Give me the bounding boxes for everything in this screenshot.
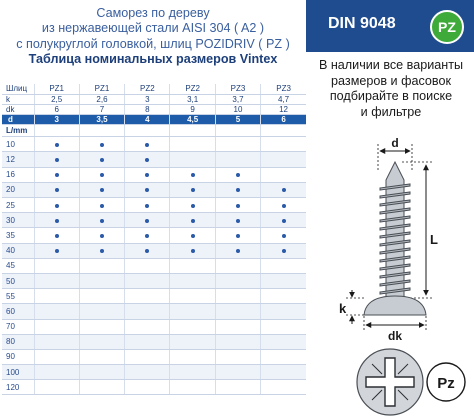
dk-dimension <box>364 316 426 343</box>
availability-cell <box>261 152 306 167</box>
available-dot-icon <box>236 234 240 238</box>
availability-cell <box>215 182 260 197</box>
spec-cell: 2,5 <box>34 94 79 104</box>
availability-cell <box>79 243 124 258</box>
length-row <box>2 243 306 258</box>
availability-cell <box>261 137 306 152</box>
availability-cell <box>125 289 170 304</box>
available-dot-icon <box>145 219 149 223</box>
length-row <box>2 380 306 395</box>
length-row <box>2 137 306 152</box>
available-dot-icon <box>145 158 149 162</box>
availability-cell <box>261 334 306 349</box>
availability-cell <box>79 319 124 334</box>
availability-cell <box>215 152 260 167</box>
availability-cell <box>261 228 306 243</box>
availability-cell <box>261 273 306 288</box>
availability-cell <box>125 273 170 288</box>
availability-cell <box>79 334 124 349</box>
length-value: 80 <box>2 334 34 349</box>
availability-cell <box>34 273 79 288</box>
length-value: 55 <box>2 289 34 304</box>
availability-cell <box>34 167 79 182</box>
title-line: Саморез по дереву <box>96 6 210 20</box>
spec-row <box>2 104 306 114</box>
diameter-cell: 5 <box>215 115 260 125</box>
availability-cell <box>125 198 170 213</box>
length-row <box>2 228 306 243</box>
availability-cell <box>261 243 306 258</box>
length-value: 70 <box>2 319 34 334</box>
length-row <box>2 198 306 213</box>
available-dot-icon <box>55 234 59 238</box>
available-dot-icon <box>55 249 59 253</box>
availability-cell <box>261 349 306 364</box>
availability-cell <box>170 319 215 334</box>
empty-cell <box>79 125 124 137</box>
availability-cell <box>170 213 215 228</box>
availability-cell <box>170 167 215 182</box>
available-dot-icon <box>191 249 195 253</box>
available-dot-icon <box>145 188 149 192</box>
availability-cell <box>125 304 170 319</box>
available-dot-icon <box>145 204 149 208</box>
empty-cell <box>170 125 215 137</box>
availability-cell <box>215 319 260 334</box>
availability-cell <box>34 334 79 349</box>
spec-cell: PZ1 <box>79 84 124 94</box>
L-dimension <box>402 162 438 298</box>
length-value: 30 <box>2 213 34 228</box>
availability-cell <box>125 258 170 273</box>
d-label: d <box>391 136 399 150</box>
available-dot-icon <box>145 249 149 253</box>
availability-cell <box>215 213 260 228</box>
spec-cell: 3,7 <box>215 94 260 104</box>
spec-cell: PZ2 <box>170 84 215 94</box>
spec-cell: PZ3 <box>261 84 306 94</box>
availability-cell <box>125 152 170 167</box>
spec-cell: 8 <box>125 104 170 114</box>
empty-cell <box>215 125 260 137</box>
availability-cell <box>261 304 306 319</box>
title-line: из нержавеющей стали AISI 304 ( A2 ) <box>41 21 265 36</box>
row-label: k <box>2 94 34 104</box>
availability-cell <box>215 380 260 395</box>
length-value: 120 <box>2 380 34 395</box>
availability-cell <box>215 228 260 243</box>
length-value: 16 <box>2 167 34 182</box>
availability-cell <box>170 258 215 273</box>
available-dot-icon <box>145 173 149 177</box>
availability-cell <box>170 273 215 288</box>
available-dot-icon <box>55 143 59 147</box>
info-panel <box>306 0 474 420</box>
available-dot-icon <box>236 219 240 223</box>
availability-cell <box>125 349 170 364</box>
available-dot-icon <box>145 143 149 147</box>
diameter-cell: 6 <box>261 115 306 125</box>
available-dot-icon <box>282 234 286 238</box>
availability-cell <box>34 380 79 395</box>
length-value: 100 <box>2 365 34 380</box>
available-dot-icon <box>191 234 195 238</box>
availability-cell <box>34 137 79 152</box>
screw-head <box>364 296 426 315</box>
spec-cell: 10 <box>215 104 260 114</box>
title-line: с полукруглой головкой, шлиц POZIDRIV ( PZ ) <box>16 36 290 51</box>
empty-cell <box>125 125 170 137</box>
length-value: 35 <box>2 228 34 243</box>
note-line: подбирайте в поиске <box>329 89 453 104</box>
availability-cell <box>170 380 215 395</box>
availability-cell <box>215 258 260 273</box>
pz-badge: PZ <box>430 10 464 44</box>
availability-note <box>308 58 474 120</box>
availability-cell <box>79 213 124 228</box>
availability-cell <box>34 152 79 167</box>
spec-cell: 7 <box>79 104 124 114</box>
note-line: В наличии все варианты <box>318 58 464 72</box>
spec-cell: 12 <box>261 104 306 114</box>
L-label: L <box>430 232 438 247</box>
availability-cell <box>79 137 124 152</box>
availability-cell <box>215 273 260 288</box>
length-row <box>2 319 306 334</box>
spec-cell: PZ1 <box>34 84 79 94</box>
available-dot-icon <box>191 173 195 177</box>
spec-cell: 4,7 <box>261 94 306 104</box>
availability-cell <box>79 198 124 213</box>
availability-cell <box>125 182 170 197</box>
availability-cell <box>125 167 170 182</box>
availability-cell <box>261 289 306 304</box>
available-dot-icon <box>145 234 149 238</box>
availability-cell <box>34 243 79 258</box>
availability-cell <box>34 182 79 197</box>
available-dot-icon <box>55 219 59 223</box>
spec-cell: 9 <box>170 104 215 114</box>
available-dot-icon <box>100 143 104 147</box>
availability-cell <box>170 349 215 364</box>
availability-cell <box>215 334 260 349</box>
empty-cell <box>261 125 306 137</box>
availability-cell <box>261 182 306 197</box>
availability-cell <box>170 289 215 304</box>
available-dot-icon <box>191 219 195 223</box>
availability-cell <box>261 319 306 334</box>
availability-cell <box>261 213 306 228</box>
availability-cell <box>215 198 260 213</box>
availability-cell <box>170 198 215 213</box>
spec-cell: 6 <box>34 104 79 114</box>
available-dot-icon <box>191 188 195 192</box>
length-value: 25 <box>2 198 34 213</box>
availability-cell <box>261 167 306 182</box>
length-value: 60 <box>2 304 34 319</box>
availability-cell <box>170 152 215 167</box>
length-value: 20 <box>2 182 34 197</box>
length-row <box>2 152 306 167</box>
screw-shank <box>380 162 410 298</box>
availability-cell <box>34 319 79 334</box>
availability-cell <box>34 198 79 213</box>
length-row <box>2 167 306 182</box>
available-dot-icon <box>282 204 286 208</box>
available-dot-icon <box>236 173 240 177</box>
length-header-row <box>2 125 306 137</box>
availability-cell <box>79 380 124 395</box>
availability-cell <box>125 137 170 152</box>
availability-cell <box>215 289 260 304</box>
diameter-cell: 3 <box>34 115 79 125</box>
available-dot-icon <box>100 219 104 223</box>
availability-cell <box>170 182 215 197</box>
length-value: 90 <box>2 349 34 364</box>
din-label: DIN 9048 <box>328 15 396 32</box>
sizes-table <box>2 84 306 395</box>
spec-cell: 2,6 <box>79 94 124 104</box>
availability-cell <box>79 182 124 197</box>
available-dot-icon <box>100 249 104 253</box>
spec-row <box>2 94 306 104</box>
availability-cell <box>79 273 124 288</box>
availability-cell <box>215 304 260 319</box>
availability-cell <box>215 349 260 364</box>
availability-cell <box>34 304 79 319</box>
spec-cell: PZ3 <box>215 84 260 94</box>
pz-drawing-label: Pz <box>437 375 455 392</box>
k-dimension <box>339 290 366 324</box>
available-dot-icon <box>282 188 286 192</box>
availability-cell <box>170 228 215 243</box>
availability-cell <box>261 380 306 395</box>
availability-cell <box>34 228 79 243</box>
available-dot-icon <box>100 158 104 162</box>
diameter-row <box>2 115 306 125</box>
availability-cell <box>79 152 124 167</box>
din-header <box>306 0 474 52</box>
diameter-cell: 4,5 <box>170 115 215 125</box>
availability-cell <box>34 289 79 304</box>
available-dot-icon <box>191 204 195 208</box>
spec-cell: 3 <box>125 94 170 104</box>
availability-cell <box>34 258 79 273</box>
availability-cell <box>125 213 170 228</box>
availability-cell <box>170 365 215 380</box>
length-header: L/mm <box>2 125 34 137</box>
diameter-cell: 3,5 <box>79 115 124 125</box>
diameter-cell: 4 <box>125 115 170 125</box>
availability-cell <box>34 349 79 364</box>
length-row <box>2 334 306 349</box>
availability-cell <box>34 213 79 228</box>
available-dot-icon <box>55 158 59 162</box>
availability-cell <box>261 258 306 273</box>
row-label: d <box>2 115 34 125</box>
k-label: k <box>339 301 347 316</box>
availability-cell <box>261 365 306 380</box>
available-dot-icon <box>236 204 240 208</box>
length-row <box>2 349 306 364</box>
available-dot-icon <box>100 188 104 192</box>
availability-cell <box>79 228 124 243</box>
note-line: и фильтре <box>360 104 422 119</box>
note-line: размеров и фасовок <box>331 73 451 88</box>
availability-cell <box>125 319 170 334</box>
length-row <box>2 365 306 380</box>
availability-cell <box>79 289 124 304</box>
spec-cell: 3,1 <box>170 94 215 104</box>
availability-cell <box>170 137 215 152</box>
availability-cell <box>125 380 170 395</box>
available-dot-icon <box>236 188 240 192</box>
available-dot-icon <box>55 204 59 208</box>
empty-cell <box>34 125 79 137</box>
available-dot-icon <box>55 188 59 192</box>
availability-cell <box>79 349 124 364</box>
availability-cell <box>125 228 170 243</box>
availability-cell <box>125 334 170 349</box>
title-block <box>0 6 306 68</box>
length-value: 10 <box>2 137 34 152</box>
available-dot-icon <box>282 219 286 223</box>
available-dot-icon <box>100 204 104 208</box>
availability-cell <box>215 167 260 182</box>
length-row <box>2 182 306 197</box>
pozidriv-icon <box>357 349 423 415</box>
length-value: 40 <box>2 243 34 258</box>
available-dot-icon <box>100 234 104 238</box>
row-label: Шлиц <box>2 84 34 94</box>
availability-cell <box>215 365 260 380</box>
availability-cell <box>170 243 215 258</box>
row-label: dk <box>2 104 34 114</box>
available-dot-icon <box>236 249 240 253</box>
availability-cell <box>125 365 170 380</box>
availability-cell <box>261 198 306 213</box>
table-title: Таблица номинальных размеров Vintex <box>28 52 278 67</box>
availability-cell <box>170 334 215 349</box>
length-row <box>2 213 306 228</box>
dk-label: dk <box>387 329 403 343</box>
pz-drawing-badge <box>427 363 465 401</box>
availability-cell <box>215 243 260 258</box>
length-row <box>2 304 306 319</box>
length-row <box>2 273 306 288</box>
available-dot-icon <box>282 249 286 253</box>
spec-row <box>2 84 306 94</box>
available-dot-icon <box>55 173 59 177</box>
availability-cell <box>34 365 79 380</box>
availability-cell <box>79 365 124 380</box>
availability-cell <box>79 258 124 273</box>
availability-cell <box>215 137 260 152</box>
length-value: 45 <box>2 258 34 273</box>
length-value: 12 <box>2 152 34 167</box>
length-row <box>2 289 306 304</box>
availability-cell <box>79 304 124 319</box>
spec-cell: PZ2 <box>125 84 170 94</box>
screw-drawing <box>306 120 474 420</box>
availability-cell <box>79 167 124 182</box>
available-dot-icon <box>100 173 104 177</box>
availability-cell <box>170 304 215 319</box>
availability-cell <box>125 243 170 258</box>
length-row <box>2 258 306 273</box>
length-value: 50 <box>2 273 34 288</box>
